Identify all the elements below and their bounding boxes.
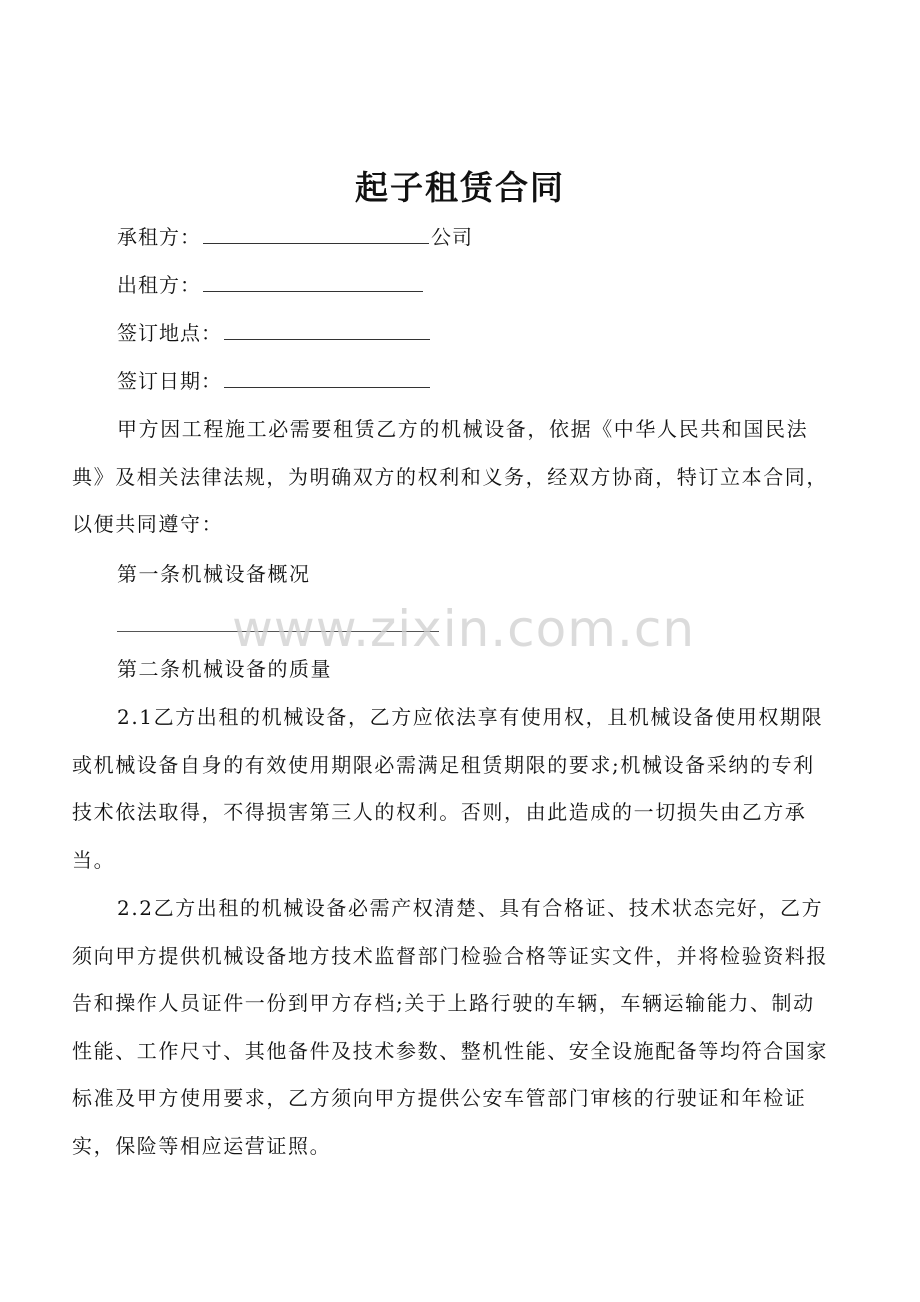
clause-2-2-paragraph: 2.2乙方出租的机械设备必需产权清楚、具有合格证、技术状态完好，乙方须向甲方提供机械设备地方技术监督部门检验合格等证实文件，并将检验资料报告和操作人员证件一份到甲方存档;关于上路行驶的车辆，车辆运输能力、制动性能、工作尺寸、其他备件及技术参数、整机性能、安全设施配备等均符合国家标准及甲方使用要求，乙方须向甲方提供公安车管部门审核的行驶证和年检证实，保险等相应运营证照。 bbox=[72, 896, 828, 1158]
lessee-blank-line bbox=[203, 221, 429, 244]
document-title: 起子租赁合同 bbox=[355, 168, 565, 207]
signing-place-field bbox=[117, 317, 432, 348]
preamble-paragraph: 甲方因工程施工必需要租赁乙方的机械设备，依据《中华人民共和国民法典》及相关法律法规，为明确双方的权利和义务，经双方协商，特订立本合同，以便共同遵守： bbox=[72, 417, 828, 536]
lessor-field bbox=[117, 269, 425, 300]
signing-date-field bbox=[117, 365, 432, 396]
article-2-heading: 第二条机械设备的质量 bbox=[117, 657, 332, 681]
signing-date-label: 签订日期： bbox=[117, 369, 222, 393]
lessee-label: 承租方： bbox=[117, 225, 201, 249]
clause-2-1-paragraph: 2.1乙方出租的机械设备，乙方应依法享有使用权，且机械设备使用权期限或机械设备自身的有效使用期限必需满足租赁期限的要求;机械设备采纳的专利技术依法取得，不得损害第三人的权利。否则，由此造成的一切损失由乙方承当。 bbox=[72, 705, 824, 872]
watermark-text: www.zixin.com.cn bbox=[232, 600, 696, 658]
signing-place-blank-line bbox=[224, 317, 430, 340]
signing-date-blank-line bbox=[224, 365, 430, 388]
lessee-field bbox=[117, 221, 473, 252]
article-1-heading: 第一条机械设备概况 bbox=[117, 562, 311, 586]
lessee-suffix: 公司 bbox=[431, 225, 473, 249]
lessor-blank-line bbox=[203, 269, 423, 292]
signing-place-label: 签订地点： bbox=[117, 321, 222, 345]
lessor-label: 出租方： bbox=[117, 273, 201, 297]
